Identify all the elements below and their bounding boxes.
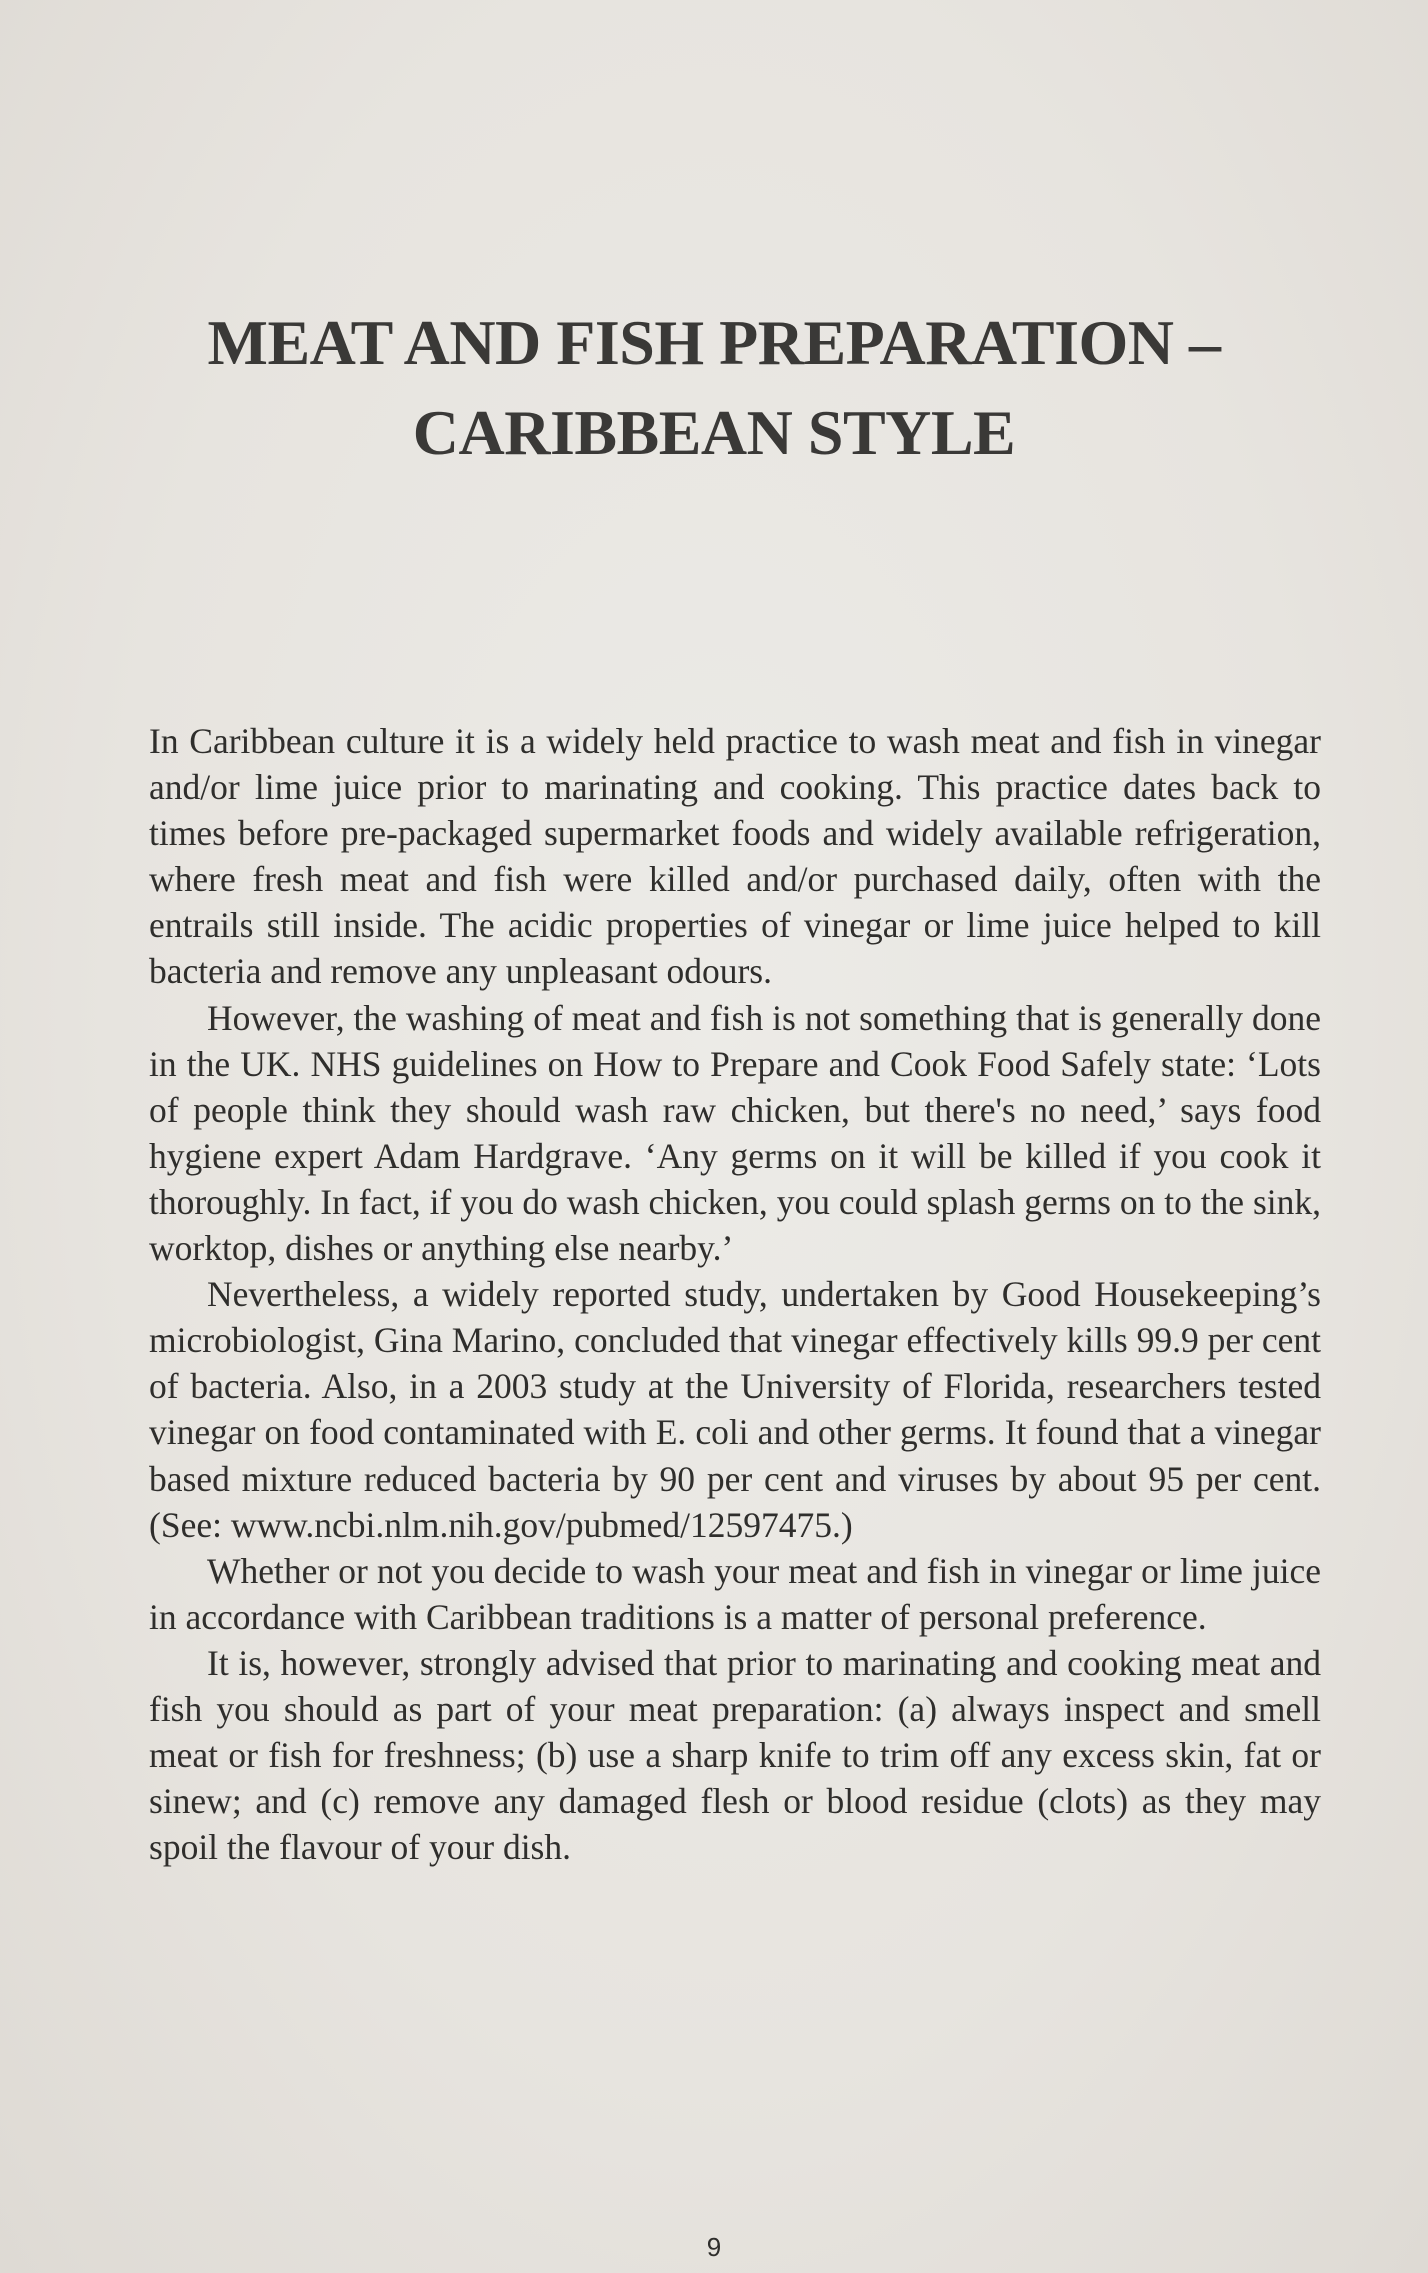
paragraph-2: However, the washing of meat and fish is not something that is generally done in the UK. NHS guidelines on How to Prepare and Cook Food Safely state: ‘Lots of people think they should wash raw chicken, but there's no need,’ says food hygiene expert Adam Hardgrave. ‘Any germs on it will be killed if you cook it thoroughly. In fact, if you do wash chicken, you could splash germs on to the sink, worktop, dishes or anything else nearby.’: [149, 997, 1321, 1269]
paragraph-1: In Caribbean culture it is a widely held practice to wash meat and fish in vinegar and/or lime juice prior to marinating and cooking. This practice dates back to times before pre-packaged supermarket foods and widely available refrigeration, where fresh meat and fish were killed and/or purchased daily, often with the entrails still inside. The acidic properties of vinegar or lime juice helped to kill bacteria and remove any unpleasant odours.: [149, 721, 1321, 992]
chapter-title-line-1: MEAT AND FISH PREPARATION –: [207, 306, 1221, 378]
paragraph-3: Nevertheless, a widely reported study, undertaken by Good Housekeeping’s microbiologist, Gina Marino, concluded that vinegar effectively kills 99.9 per cent of bacteria. Also, in a 2003 study at the University of Florida, researchers tested vinegar on food contaminated with E. coli and other germs. It found that a vinegar based mixture reduced bacteria by 90 per cent and viruses by about 95 per cent. (See: www.ncbi.nlm.nih.gov/pubmed/12597475.): [149, 1274, 1321, 1545]
chapter-title-line-2: CARIBBEAN STYLE: [412, 396, 1016, 468]
body-text: [149, 718, 1321, 1870]
page-number: 9: [706, 2232, 722, 2262]
paragraph-5: It is, however, strongly advised that prior to marinating and cooking meat and fish you should as part of your meat preparation: (a) always inspect and smell meat or fish for freshness; (b) use a sharp knife to trim off any excess skin, fat or sinew; and (c) remove any damaged flesh or blood residue (clots) as they may spoil the flavour of your dish.: [149, 1642, 1321, 1868]
paragraph-4: Whether or not you decide to wash your meat and fish in vinegar or lime juice in accordance with Caribbean traditions is a matter of personal preference.: [149, 1550, 1321, 1637]
chapter-title: [80, 298, 1348, 478]
